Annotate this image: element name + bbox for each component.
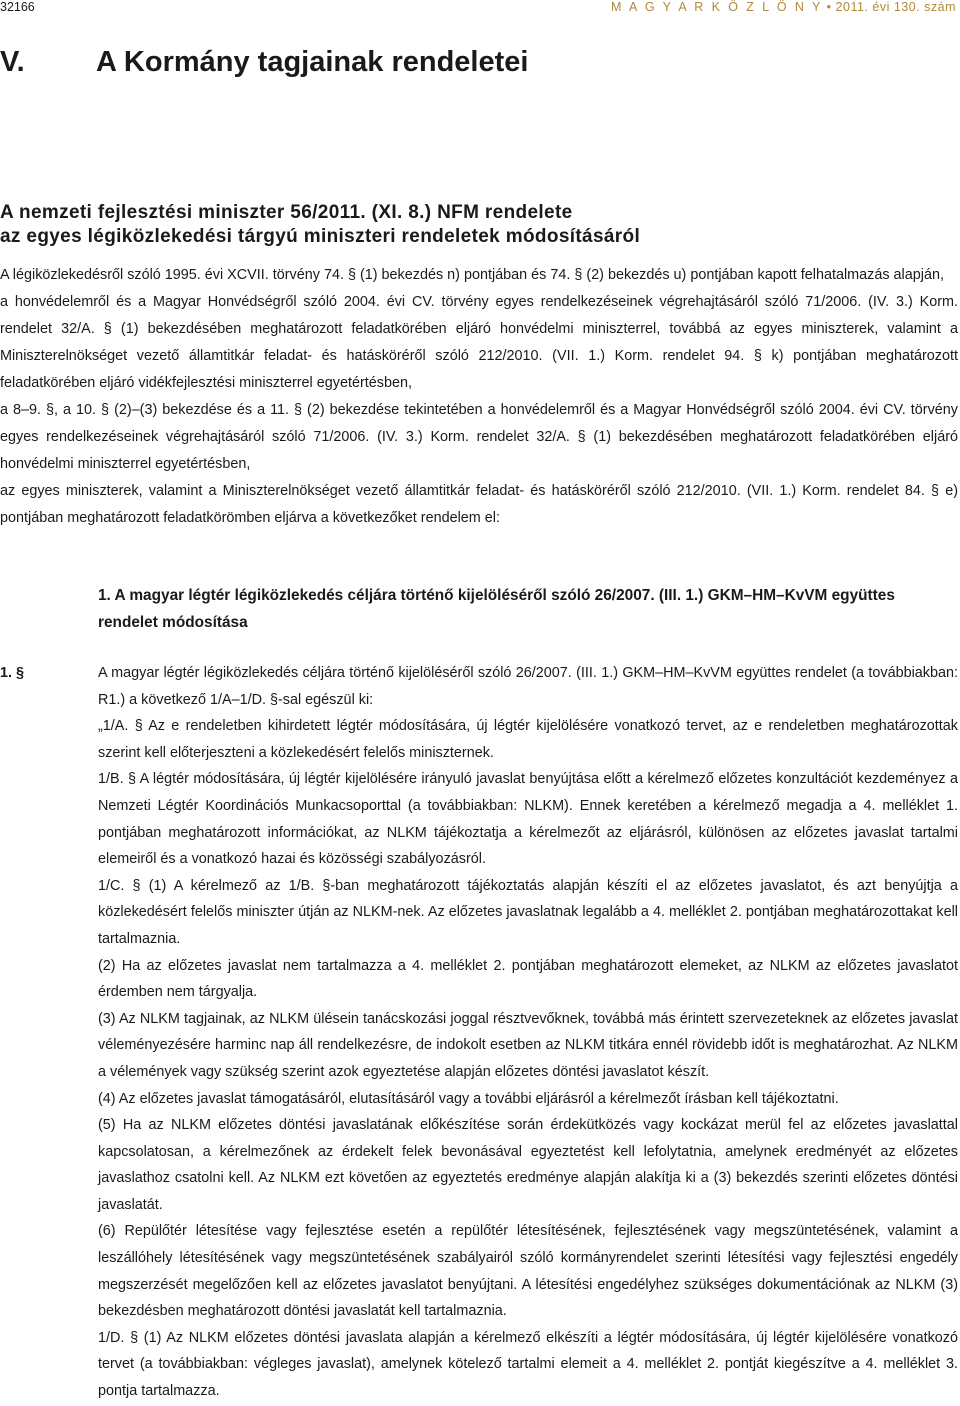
article-paragraph: (6) Repülőtér létesítése vagy fejlesztése esetén a repülőtér létesítésének, fejlesztésének vagy megszüntetésének, valamint a leszállóhely létesítésének vagy megszüntetésének szabályairól szóló kormányrendelet szerinti létesítési vagy fejlesztési engedély megszerzését megelőzően kell az előzetes javaslatot benyújtani. A létesítési engedélyhez szükséges dokumentációnak az NLKM (3) bekezdésben meghatározott döntési javaslatát kell tartalmaznia.: [98, 1223, 958, 1320]
preamble-paragraph: a 8–9. §, a 10. § (2)–(3) bekezdése és a 11. § (2) bekezdése tekintetében a honvédelemről és a Magyar Honvédségről szóló 2004. évi CV. törvény egyes rendelkezéseinek végrehajtásáról szóló 71/2006. (IV. 3.) Korm. rendelet 32/A. § (1) bekezdésében meghatározott feladatkörében eljáró honvédelmi miniszterrel egyetértésben,: [0, 402, 958, 472]
section-title-text: A Kormány tagjainak rendeletei: [96, 46, 529, 78]
article-paragraph: 1/D. § (1) Az NLKM előzetes döntési javaslata alapján a kérelmező elkészíti a légtér módosítására, új légtér kijelölésére vonatkozó tervet (a továbbiakban: végleges javaslat), amelynek kötelező tartalmi elemeit a 4. melléklet 2. pontját kiegészítve a 4. melléklet 3. pontja tartalmazza.: [98, 1329, 958, 1400]
preamble-paragraph: az egyes miniszterek, valamint a Miniszterelnökséget vezető államtitkár feladat- és hatásköréről szóló 212/2010. (VII. 1.) Korm. rendelet 84. § e) pontjában meghatározott feladatkörömben eljárva a következőket rendelem el:: [0, 483, 958, 526]
publication-name: M A G Y A R K Ö Z L Ö N Y: [611, 0, 823, 14]
article-paragraph: A magyar légtér légiközlekedés céljára történő kijelöléséről szóló 26/2007. (III. 1.) GKM–HM–KvVM együttes rendelet (a továbbiakban: R1.) a következő 1/A–1/D. §-sal egészül ki:: [98, 665, 958, 708]
section-number: V.: [0, 46, 25, 78]
article-paragraph: (3) Az NLKM tagjainak, az NLKM ülésein tanácskozási joggal résztvevőknek, továbbá más érintett szervezeteknek az előzetes javaslat véleményezésére harminc nap áll rendelkezésre, de indokolt esetben az NLKM titkára ennél rövidebb időt is meghatározhat. Az NLKM a vélemények vagy szükség szerint azok egyeztetése alapján előzetes döntési javaslatot készít.: [98, 1010, 958, 1080]
article-paragraph: (4) Az előzetes javaslat támogatásáról, elutasításáról vagy a további eljárásról a kérelmezőt írásban kell tájékoztatni.: [98, 1090, 839, 1107]
page-header: [0, 0, 960, 14]
preamble-paragraph: a honvédelemről és a Magyar Honvédségről szóló 2004. évi CV. törvény egyes rendelkezéseinek végrehajtásáról szóló 71/2006. (IV. 3.) Korm. rendelet 32/A. § (1) bekezdésében meghatározott feladatkörében eljáró honvédelmi miniszterrel, továbbá az egyes miniszterek, valamint a Miniszterelnökséget vezető államtitkár feladat- és hatásköréről szóló 212/2010. (VII. 1.) Korm. rendelet 94. § k) pontjában meghatározott feladatkörében eljáró vidékfejlesztési miniszterrel egyetértésben,: [0, 294, 958, 391]
decree-title-line1: A nemzeti fejlesztési miniszter 56/2011. (XI. 8.) NFM rendelete: [0, 202, 573, 223]
article-paragraph: „1/A. § Az e rendeletben kihirdetett légtér módosítására, új légtér kijelölésére vonatkozó tervet, az e rendeletben meghatározottak szerint kell előterjeszteni a közlekedésért felelős miniszternek.: [98, 718, 958, 761]
subsection-title: 1. A magyar légtér légiközlekedés céljára történő kijelöléséről szóló 26/2007. (III. 1.) GKM–HM–KvVM együttes rendelet módosítása: [98, 587, 895, 631]
article-text: [98, 660, 958, 1405]
page-number: 32166: [0, 0, 35, 14]
article-paragraph: 1/C. § (1) A kérelmező az 1/B. §-ban meghatározott tájékoztatás alapján készíti el az előzetes javaslatot, és azt benyújtja a közlekedésért felelős miniszter útján az NLKM-nek. Az előzetes javaslatnak legalább a 4. melléklet 2. pontjában meghatározottakat kell tartalmaznia.: [98, 877, 958, 947]
article-paragraph: 1/B. § A légtér módosítására, új légtér kijelölésére irányuló javaslat benyújtása előtt a kérelmező előzetes konzultációt kezdeményez a Nemzeti Légtér Koordinációs Munkacsoporttal (a továbbiakban: NLKM). Ennek keretében a kérelmező megadja a 4. melléklet 1. pontjában meghatározott információkat, az NLKM tájékoztatja a kérelmezőt az eljárásról, különösen az előzetes javaslat tartalmi elemeiről és a vonatkozó hazai és közösségi szabályozásról.: [98, 771, 958, 868]
publication-header: [611, 0, 956, 14]
preamble: [0, 262, 958, 532]
article-paragraph: (2) Ha az előzetes javaslat nem tartalmazza a 4. melléklet 2. pontjában meghatározott elemeket, az NLKM az előzetes javaslatot érdemben nem tárgyalja.: [98, 957, 958, 1001]
issue-label: 2011. évi 130. szám: [835, 0, 956, 14]
article-1: [0, 660, 958, 1405]
article-paragraph: (5) Ha az NLKM előzetes döntési javaslatának előkészítése során érdekütközés vagy kockázat merül fel az előzetes javaslattal kapcsolatosan, a kérelmezőnek az érdekelt felek bevonásával egyeztetést kell lefolytatnia, amelynek eredményét az előzetes javaslathoz csatolni kell. Az NLKM ezt követően az egyeztetés eredménye alapján alakítja ki a (3) bekezdés szerinti előzetes döntési javaslatát.: [98, 1117, 958, 1213]
decree-title: [0, 201, 640, 249]
preamble-paragraph: A légiközlekedésről szóló 1995. évi XCVII. törvény 74. § (1) bekezdés n) pontjában és 74. § (2) bekezdés u) pontjában kapott felhatalmazás alapján,: [0, 267, 944, 283]
section-title: [0, 46, 528, 79]
separator-bullet: •: [826, 0, 832, 14]
decree-title-line2: az egyes légiközlekedési tárgyú miniszteri rendeletek módosításáról: [0, 226, 641, 247]
article-number: 1. §: [0, 665, 25, 681]
